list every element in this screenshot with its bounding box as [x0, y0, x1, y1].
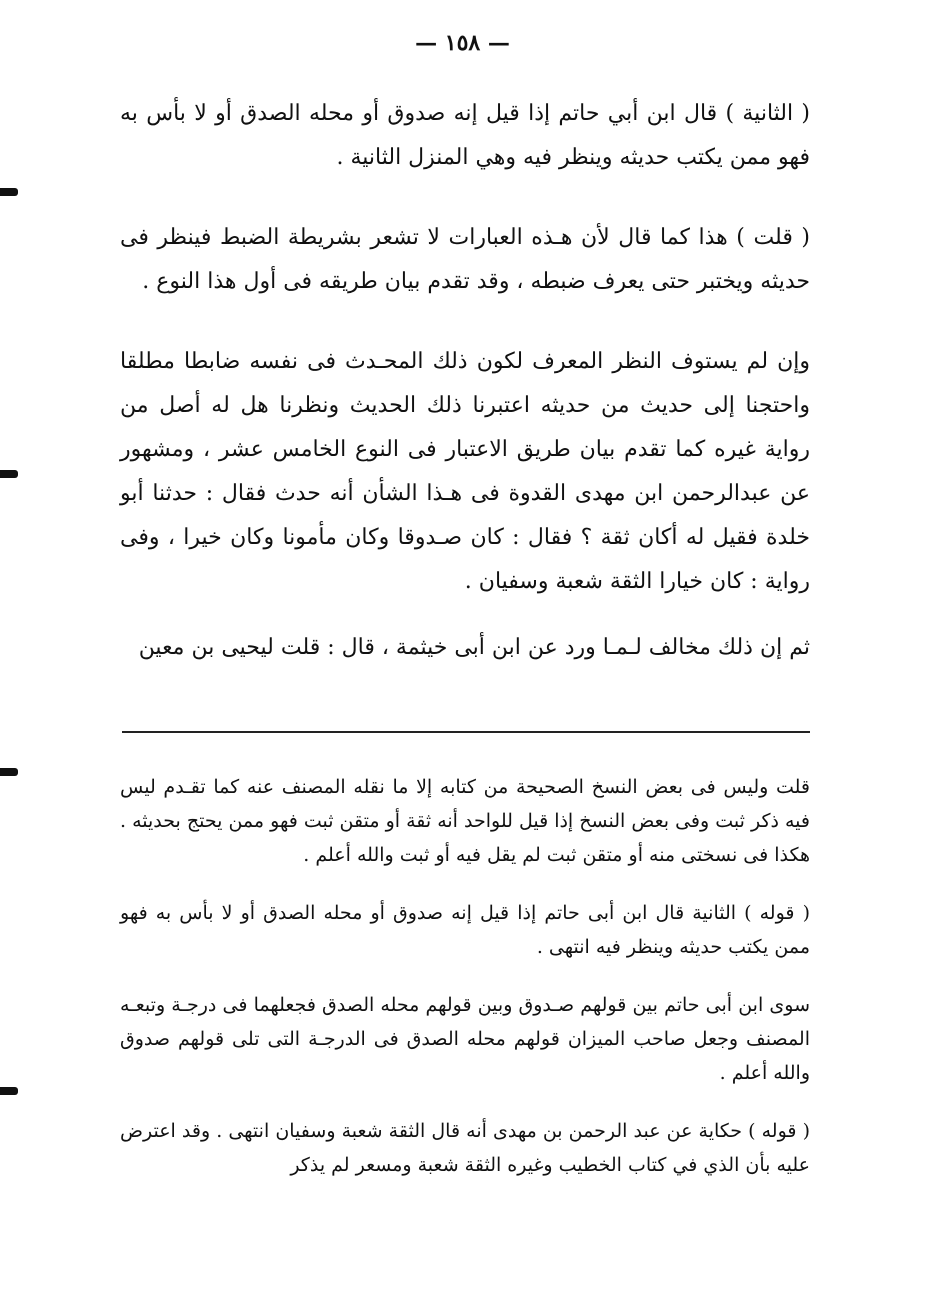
margin-mark [0, 768, 18, 776]
footnote-4: ( قوله ) حكاية عن عبد الرحمن بن مهدى أنه قال الثقة شعبة وسفيان انتهى . وقد اعترض عليه بأن الذي في كتاب الخطيب وغيره الثقة شعبة ومسعر لم يذكر [120, 1120, 810, 1176]
margin-mark [0, 1087, 18, 1095]
paragraph-al-thaniya: ( الثانية ) قال ابن أبي حاتم إذا قيل إنه صدوق أو محله الصدق أو لا بأس به فهو ممن يكتب حديثه وينظر فيه وهي المنزل الثانية . [120, 101, 810, 170]
main-text [120, 92, 810, 670]
footnotes [120, 770, 810, 1182]
footnote-divider [122, 731, 810, 733]
margin-mark [0, 188, 18, 196]
paragraph-ibn-abi-khaythama: ثم إن ذلك مخالف لـمـا ورد عن ابن أبى خيثمة ، قال : قلت ليحيى بن معين [138, 635, 810, 660]
page-number: — ١٥٨ — [415, 30, 510, 56]
footnote-3: سوى ابن أبى حاتم بين قولهم صـدوق وبين قولهم محله الصدق فجعلهما فى درجـة وتبعـه المصنف وجعل صاحب الميزان قولهم محله الصدق فى الدرجـة التى تلى قولهم صدوق والله أعلم . [120, 994, 810, 1084]
footnote-2: ( قوله ) الثانية قال ابن أبى حاتم إذا قيل إنه صدوق أو محله الصدق أو لا بأس به فهو ممن يكتب حديثه وينظر فيه انتهى . [120, 902, 810, 958]
paragraph-ibn-mahdi: وإن لم يستوف النظر المعرف لكون ذلك المحـدث فى نفسه ضابطا مطلقا واحتجنا إلى حديث من حديثه اعتبرنا ذلك الحديث ونظرنا هل له أصل من رواية غيره كما تقدم بيان طريق الاعتبار فى النوع الخامس عشر ، ومشهور عن عبدالرحمن ابن مهدى القدوة فى هـذا الشأن أنه حدث فقال : حدثنا أبو خلدة فقيل له أكان ثقة ؟ فقال : كان صـدوقا وكان مأمونا وكان خيرا ، وفى رواية : كان خيارا الثقة شعبة وسفيان . [120, 349, 810, 594]
paragraph-qult: ( قلت ) هذا كما قال لأن هـذه العبارات لا تشعر بشريطة الضبط فينظر فى حديثه ويختبر حتى يعرف ضبطه ، وقد تقدم بيان طريقه فى أول هذا النوع . [120, 225, 810, 294]
footnote-1: قلت وليس فى بعض النسخ الصحيحة من كتابه إلا ما نقله المصنف عنه كما تقـدم ليس فيه ذكر ثبت وفى بعض النسخ إذا قيل للواحد أنه ثقة أو متقن ثبت فهو ممن يحتج بحديثه . هكذا فى نسختى منه أو متقن ثبت لم يقل فيه أو ثبت والله أعلم . [120, 776, 810, 866]
margin-mark [0, 470, 18, 478]
